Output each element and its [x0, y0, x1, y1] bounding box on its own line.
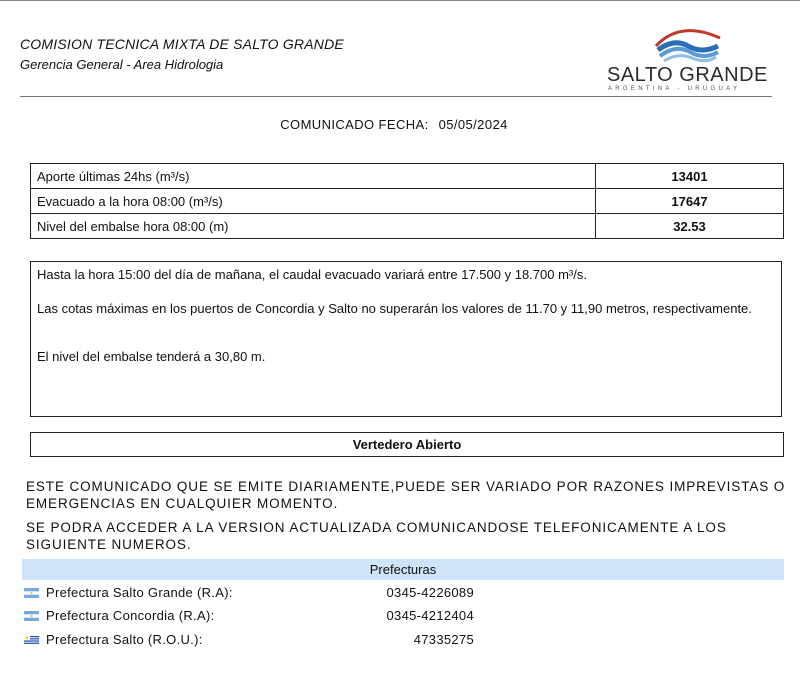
note-flow: Hasta la hora 15:00 del día de mañana, el caudal evacuado variará entre 17.500 y 18.700 m³/s. — [37, 267, 587, 282]
table-row — [31, 189, 784, 214]
salto-grande-logo — [600, 24, 780, 96]
document-header — [20, 36, 344, 72]
prefectura-name: Prefectura Concordia (R.A): — [46, 608, 215, 623]
contact-instructions: SE PODRA ACCEDER A LA VERSION ACTUALIZADA COMUNICANDOSE TELEFONICAMENTE A LOS SIGUIENTE NUMEROS. — [26, 520, 727, 552]
prefectura-phone: 0345-4212404 — [386, 608, 474, 623]
forecast-notes-box — [30, 261, 782, 417]
measurement-value: 32.53 — [596, 214, 784, 239]
note-ports: Las cotas máximas en los puertos de Concordia y Salto no superarán los valores de 11.70 y 11,90 metros, respectivamente. — [37, 301, 752, 316]
table-row — [31, 214, 784, 239]
list-item — [24, 630, 484, 650]
spillway-status: Vertedero Abierto — [30, 432, 784, 457]
prefectura-phone: 0345-4226089 — [386, 585, 474, 600]
table-row — [31, 164, 784, 189]
comunicado-line — [0, 117, 788, 132]
measurement-label: Evacuado a la hora 08:00 (m³/s) — [31, 189, 596, 214]
logo-text: SALTO GRANDE — [607, 64, 768, 86]
organization-name: COMISION TECNICA MIXTA DE SALTO GRANDE — [20, 36, 344, 52]
list-item — [24, 583, 484, 603]
comunicado-label: COMUNICADO FECHA: — [280, 117, 429, 132]
list-item — [24, 606, 484, 626]
logo-wave-icon — [650, 24, 725, 64]
measurement-label: Aporte últimas 24hs (m³/s) — [31, 164, 596, 189]
prefectura-name: Prefectura Salto (R.O.U.): — [46, 632, 203, 647]
logo-subtext: ARGENTINA - URUGUAY — [608, 86, 741, 92]
disclaimer-text: ESTE COMUNICADO QUE SE EMITE DIARIAMENTE,PUEDE SER VARIADO POR RAZONES IMPREVISTAS O EMERGENCIAS EN CUALQUIER MOMENTO. — [26, 479, 786, 511]
prefecturas-header: Prefecturas — [22, 559, 784, 580]
measurement-value: 13401 — [596, 164, 784, 189]
measurements-table — [30, 163, 784, 239]
measurement-label: Nivel del embalse hora 08:00 (m) — [31, 214, 596, 239]
prefectura-name: Prefectura Salto Grande (R.A): — [46, 585, 233, 600]
uruguay-flag-icon — [24, 635, 39, 645]
measurement-value: 17647 — [596, 189, 784, 214]
argentina-flag-icon — [24, 588, 39, 598]
header-divider — [20, 96, 772, 97]
argentina-flag-icon — [24, 611, 39, 621]
prefectura-phone: 47335275 — [413, 632, 474, 647]
note-reservoir: El nivel del embalse tenderá a 30,80 m. — [37, 349, 266, 364]
top-border — [0, 0, 800, 1]
department-name: Gerencia General - Area Hidrologia — [20, 57, 224, 72]
comunicado-date: 05/05/2024 — [438, 117, 508, 132]
